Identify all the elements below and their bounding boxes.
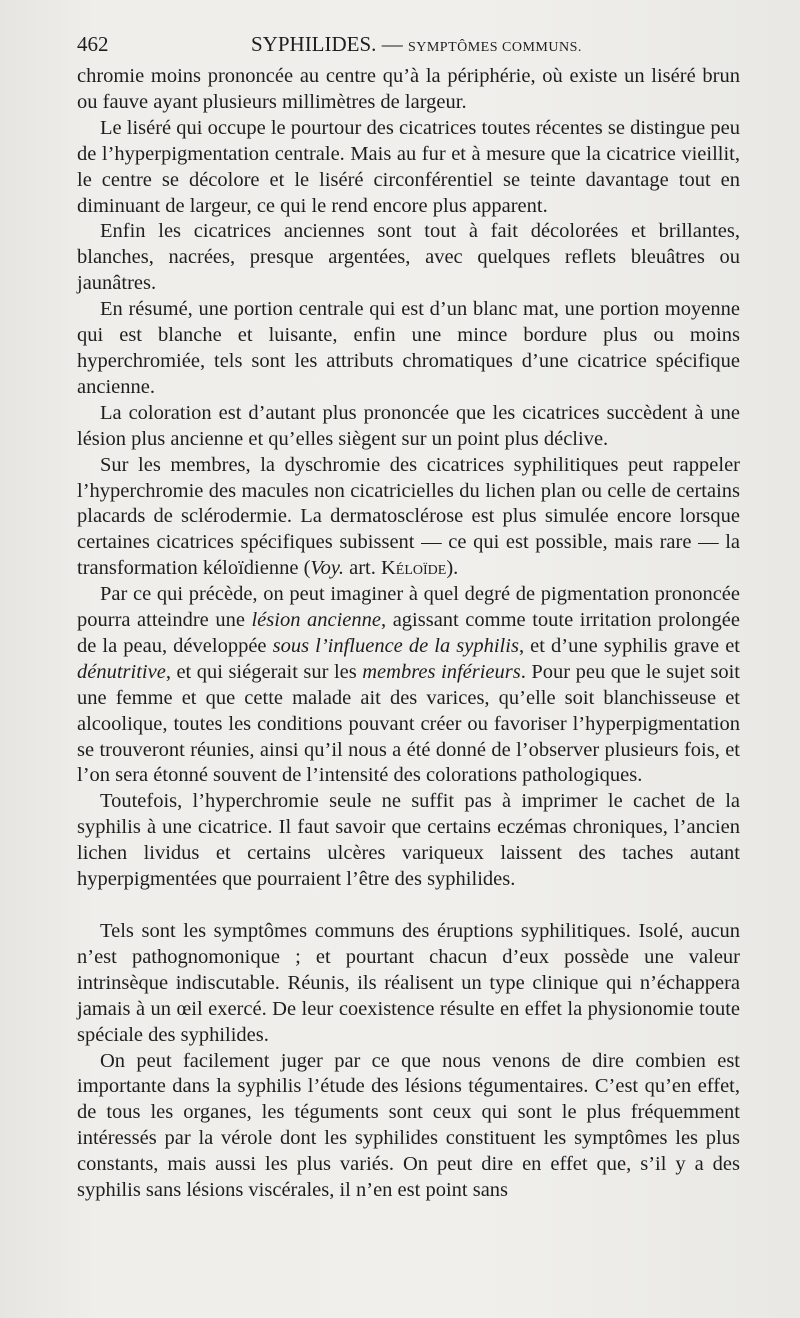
paragraph: La coloration est d’autant plus prononcée que les cicatrices succèdent à une lésion plus ancienne et qu’elles siègent sur un point plus déclive. [77,401,740,450]
text-run: Sur les membres, la dyschromie des cicatrices syphilitiques peut rappeler l’hyperchromie des macules non cicatricielles du lichen plan ou celle de certains placards de sclérodermie. La dermatosclérose est plus simulée encore lorsque certaines cicatrices spécifiques subissent — ce qui est possible, mais rare — la transformation kéloïdienne ( [77,453,740,580]
paragraph: Enfin les cicatrices anciennes sont tout à fait décolorées et brillantes, blanches, nacrées, presque argentées, avec quelques reflets bleuâtres ou jaunâtres. [77,220,740,295]
italic-run: sous l’influence de la syphilis [272,634,519,657]
body-text [77,64,740,1204]
cross-reference: Kéloïde [381,557,447,580]
text-run: . Pour peu que le sujet soit une femme et que cette malade ait des varices, qu’elle soit blanchisseuse et alcoolique, toutes les conditions pouvant créer ou favoriser l’hyperpigmentation se trouveront réunies, ainsi qu’il nous a été donné de l’observer plusieurs fois, et l’on sera étonné souvent de l’intensité des colorations pathologiques. [77,660,740,787]
paragraph [77,453,740,583]
paragraph: En résumé, une portion centrale qui est d’un blanc mat, une portion moyenne qui est blanche et luisante, enfin une mince bordure plus ou moins hyperchromiée, tels sont les attributs chromatiques d’une cicatrice spécifique ancienne. [77,298,740,398]
running-head [251,26,582,66]
paragraph: chromie moins prononcée au centre qu’à la périphérie, où existe un liséré brun ou fauve ayant plusieurs millimètres de largeur. [77,65,740,113]
paragraph: On peut facilement juger par ce que nous venons de dire combien est importante dans la syphilis l’étude des lésions tégumentaires. C’est qu’en effet, de tous les organes, les téguments sont ceux qui sont le plus fréquemment intéressés par la vérole dont les syphilides constituent les symptômes les plus constants, mais aussi les plus variés. On peut dire en effet que, s’il y a des syphilis sans lésions viscérales, il n’en est point sans [77,1049,740,1202]
paragraph: Toutefois, l’hyperchromie seule ne suffit pas à imprimer le cachet de la syphilis à une cicatrice. Il faut savoir que certains eczémas chroniques, l’ancien lichen lividus et certains ulcères variqueux laissent des taches autant hyperpigmentées que pourraient l’être des syphilides. [77,790,740,891]
text-run: , et qui siégerait sur les [165,660,363,683]
text-run: , agissant comme toute irritation prolongée de la peau, développée [77,609,741,657]
italic-run: membres inférieurs [362,660,521,683]
text-run: ). [446,557,459,580]
text-run: art. [344,557,381,580]
italic-run: Voy. [310,557,344,580]
running-head-separator: — [381,32,403,56]
italic-run: lésion ancienne [251,609,382,632]
paragraph [77,582,740,789]
text-run: , et d’une syphilis grave et [518,634,740,657]
section-gap [77,893,740,919]
running-head-subtitle: SYMPTÔMES COMMUNS. [407,40,582,55]
paragraph: Le liséré qui occupe le pourtour des cicatrices toutes récentes se distingue peu de l’hyperpigmentation centrale. Mais au fur et à mesure que la cicatrice vieillit, le centre se décolore et le liséré circonférentiel se teinte davantage tout en diminuant de largeur, ce qui le rend encore plus apparent. [77,116,740,217]
page-number: 462 [77,32,109,56]
page-header [77,26,740,62]
text-run: Par ce qui précède, on peut imaginer à quel degré de pigmentation prononcée pourra atteindre une [77,583,740,632]
paragraph: Tels sont les symptômes communs des éruptions syphilitiques. Isolé, aucun n’est pathognomonique ; et pourtant chacun d’eux possède une valeur intrinsèque indiscutable. Réunis, ils réalisent un type clinique qui n’échappera jamais à un œil exercé. De leur coexistence résulte en effet la physionomie toute spéciale des syphilides. [77,920,740,1046]
italic-run: dénutritive [77,660,166,683]
running-head-title: SYPHILIDES. [251,32,377,56]
